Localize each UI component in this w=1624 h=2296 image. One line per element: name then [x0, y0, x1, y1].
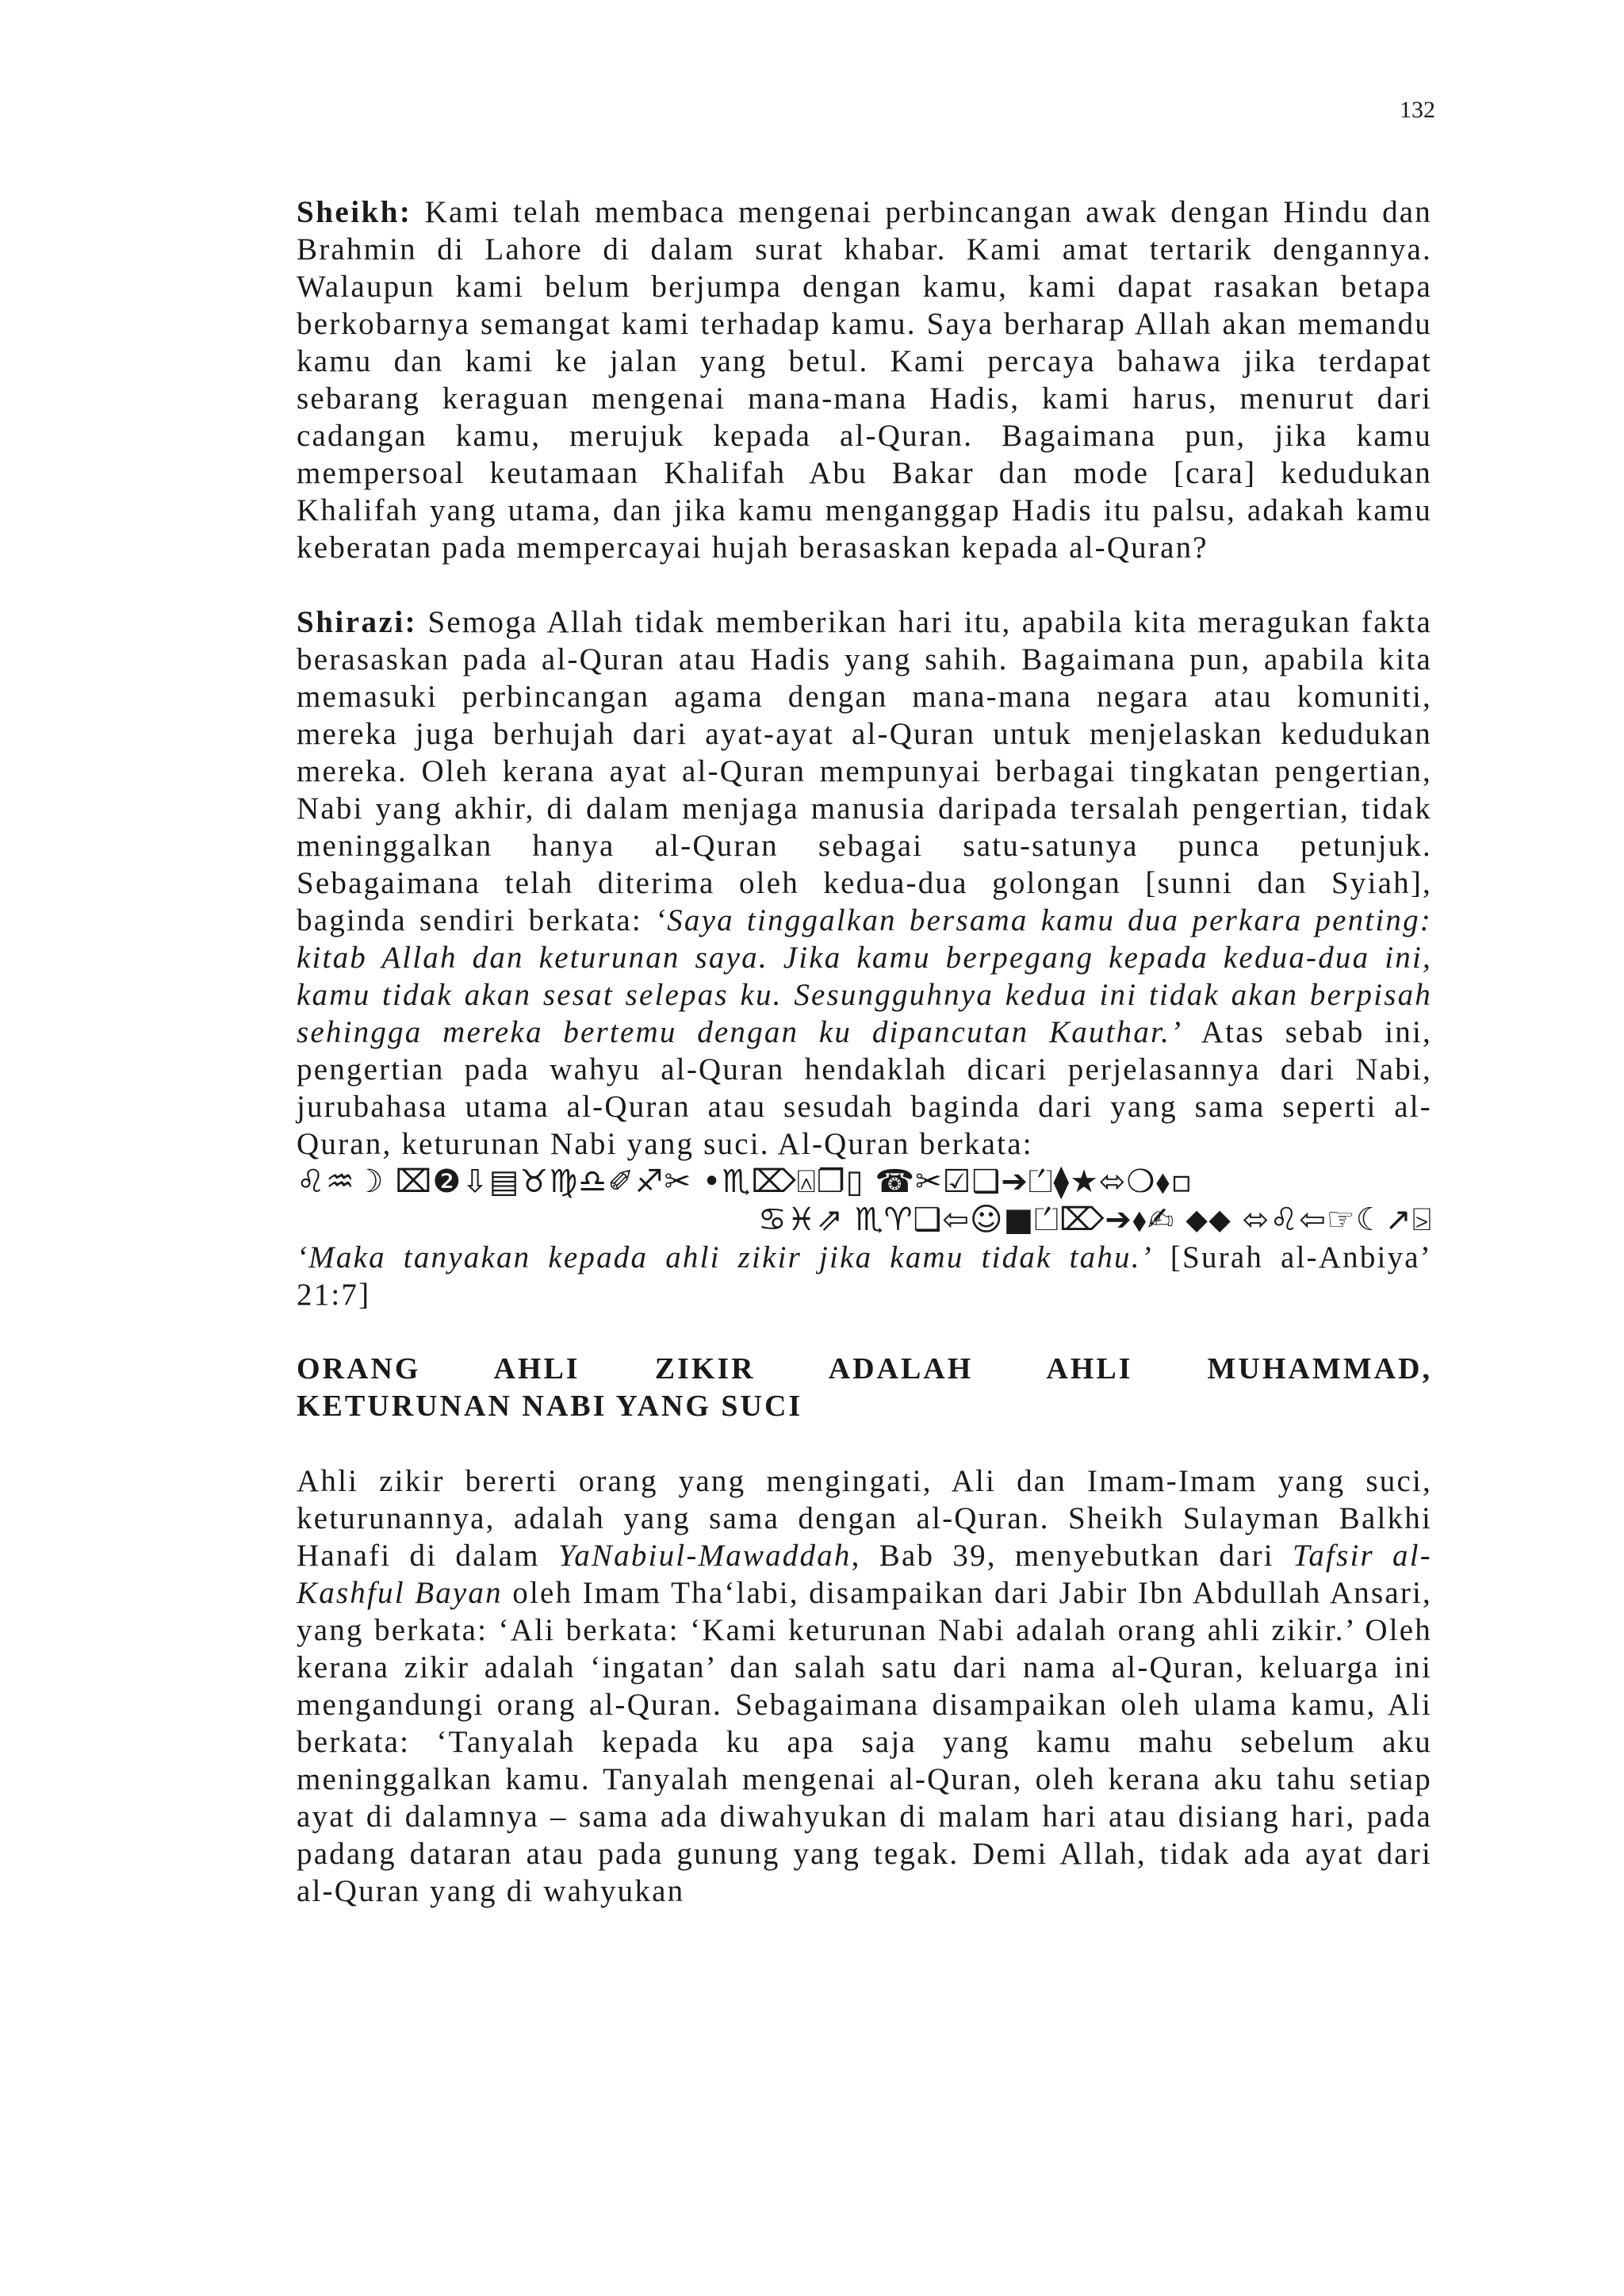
paragraph-text: , Bab 39, menyebutkan dari	[851, 1539, 1293, 1573]
page-number: 132	[1400, 97, 1435, 123]
section-heading	[297, 1351, 1432, 1425]
paragraph-ahli-zikir	[297, 1462, 1432, 1910]
quran-verse-arabic	[297, 1163, 1432, 1239]
paragraph-text: Kami telah membaca mengenai perbincangan awak dengan Hindu dan Brahmin di Lahore di dalam surat khabar. Kami amat tertarik dengannya. Walaupun kami belum berjumpa dengan kamu, kami dapat rasakan betapa berkobarnya semangat kami terhadap kamu. Saya berharap Allah akan memandu kamu dan kami ke jalan yang betul. Kami percaya bahawa jika terdapat sebarang keraguan mengenai mana-mana Hadis, kami harus, menurut dari cadangan kamu, merujuk kepada al-Quran. Bagaimana pun, jika kamu mempersoal keutamaan Khalifah Abu Bakar dan mode [cara] kedudukan Khalifah yang utama, dan jika kamu menganggap Hadis itu palsu, adakah kamu keberatan pada mempercayai hujah berasaskan kepada al-Quran?	[297, 195, 1432, 565]
speaker-label: Shirazi:	[297, 605, 418, 639]
verse-translation	[297, 1239, 1432, 1313]
verse-line: ♌♒☽ ⌧❷⇩▤♉♍♎✐♐✂ •♏⌦⍓❐▯ ☎✂☑❑➔⏍⧫★⬄❍⬧▫	[297, 1163, 1193, 1200]
paragraph-text: Ahli zikir bererti orang yang mengingati, Ali dan Imam-Imam yang suci, keturunannya, adalah yang sama dengan al-Quran. Sheikh Sulayman Balkhi Hanafi di dalam	[297, 1464, 1432, 1573]
book-title: Tafsir al-Kashful Bayan	[297, 1539, 1432, 1610]
verse-reference: [Surah al-Anbiya’ 21:7]	[297, 1240, 1432, 1312]
book-title: YaNabiul-Mawaddah	[557, 1539, 852, 1573]
verse-line: ♋♓⇗ ♏♈❑⇦☺■⏍⌦➔⬧✍ ⬥⬥ ⬄♌⇦☞☾↗⍄	[757, 1202, 1432, 1238]
paragraph-text: Semoga Allah tidak memberikan hari itu, apabila kita meragukan fakta berasaskan pada al-Quran atau Hadis yang sahih. Bagaimana pun, apabila kita memasuki perbincangan agama dengan mana-mana negara atau komuniti, mereka juga berhujah dari ayat-ayat al-Quran untuk menjelaskan kedudukan mereka. Oleh kerana ayat al-Quran mempunyai berbagai tingkatan pengertian, Nabi yang akhir, di dalam menjaga manusia daripada tersalah pengertian, tidak meninggalkan hanya al-Quran sebagai satu-satunya punca petunjuk. Sebagaimana telah diterima oleh kedua-dua golongan [sunni dan Syiah], baginda sendiri berkata:	[297, 605, 1432, 937]
paragraph-shirazi	[297, 604, 1432, 1163]
paragraph-sheikh	[297, 194, 1432, 566]
heading-line: KETURUNAN NABI YANG SUCI	[297, 1389, 803, 1423]
verse-translation-text: ‘Maka tanyakan kepada ahli zikir jika kamu tidak tahu.’	[297, 1240, 1153, 1274]
paragraph-text: oleh Imam Tha‘labi, disampaikan dari Jabir Ibn Abdullah Ansari, yang berkata: ‘Ali berkata: ‘Kami keturunan Nabi adalah orang ahli zikir.’ Oleh kerana zikir adalah ‘ingatan’ dan salah satu dari nama al-Quran, keluarga ini mengandungi orang al-Quran. Sebagaimana disampaikan oleh ulama kamu, Ali berkata: ‘Tanyalah kepada ku apa saja yang kamu mahu sebelum aku meninggalkan kamu. Tanyalah mengenai al-Quran, oleh kerana aku tahu setiap ayat di dalamnya – sama ada diwahyukan di malam hari atau disiang hari, pada padang dataran atau pada gunung yang tegak. Demi Allah, tidak ada ayat dari al-Quran yang di wahyukan	[297, 1576, 1433, 1908]
page-body	[297, 194, 1432, 1910]
heading-line: ORANG AHLI ZIKIR ADALAH AHLI MUHAMMAD,	[297, 1352, 1432, 1386]
paragraph-text: Atas sebab ini, pengertian pada wahyu al-Quran hendaklah dicari perjelasannya dari Nabi, jurubahasa utama al-Quran atau sesudah baginda dari yang sama seperti al-Quran, keturunan Nabi yang suci. Al-Quran berkata:	[297, 1015, 1432, 1161]
hadith-quote: ‘Saya tinggalkan bersama kamu dua perkara penting: kitab Allah dan keturunan saya. Jika kamu berpegang kepada kedua-dua ini, kamu tidak akan sesat selepas ku. Sesungguhnya kedua ini tidak akan berpisah sehingga mereka bertemu dengan ku dipancutan Kauthar.’	[297, 903, 1432, 1049]
speaker-label: Sheikh:	[297, 195, 412, 229]
